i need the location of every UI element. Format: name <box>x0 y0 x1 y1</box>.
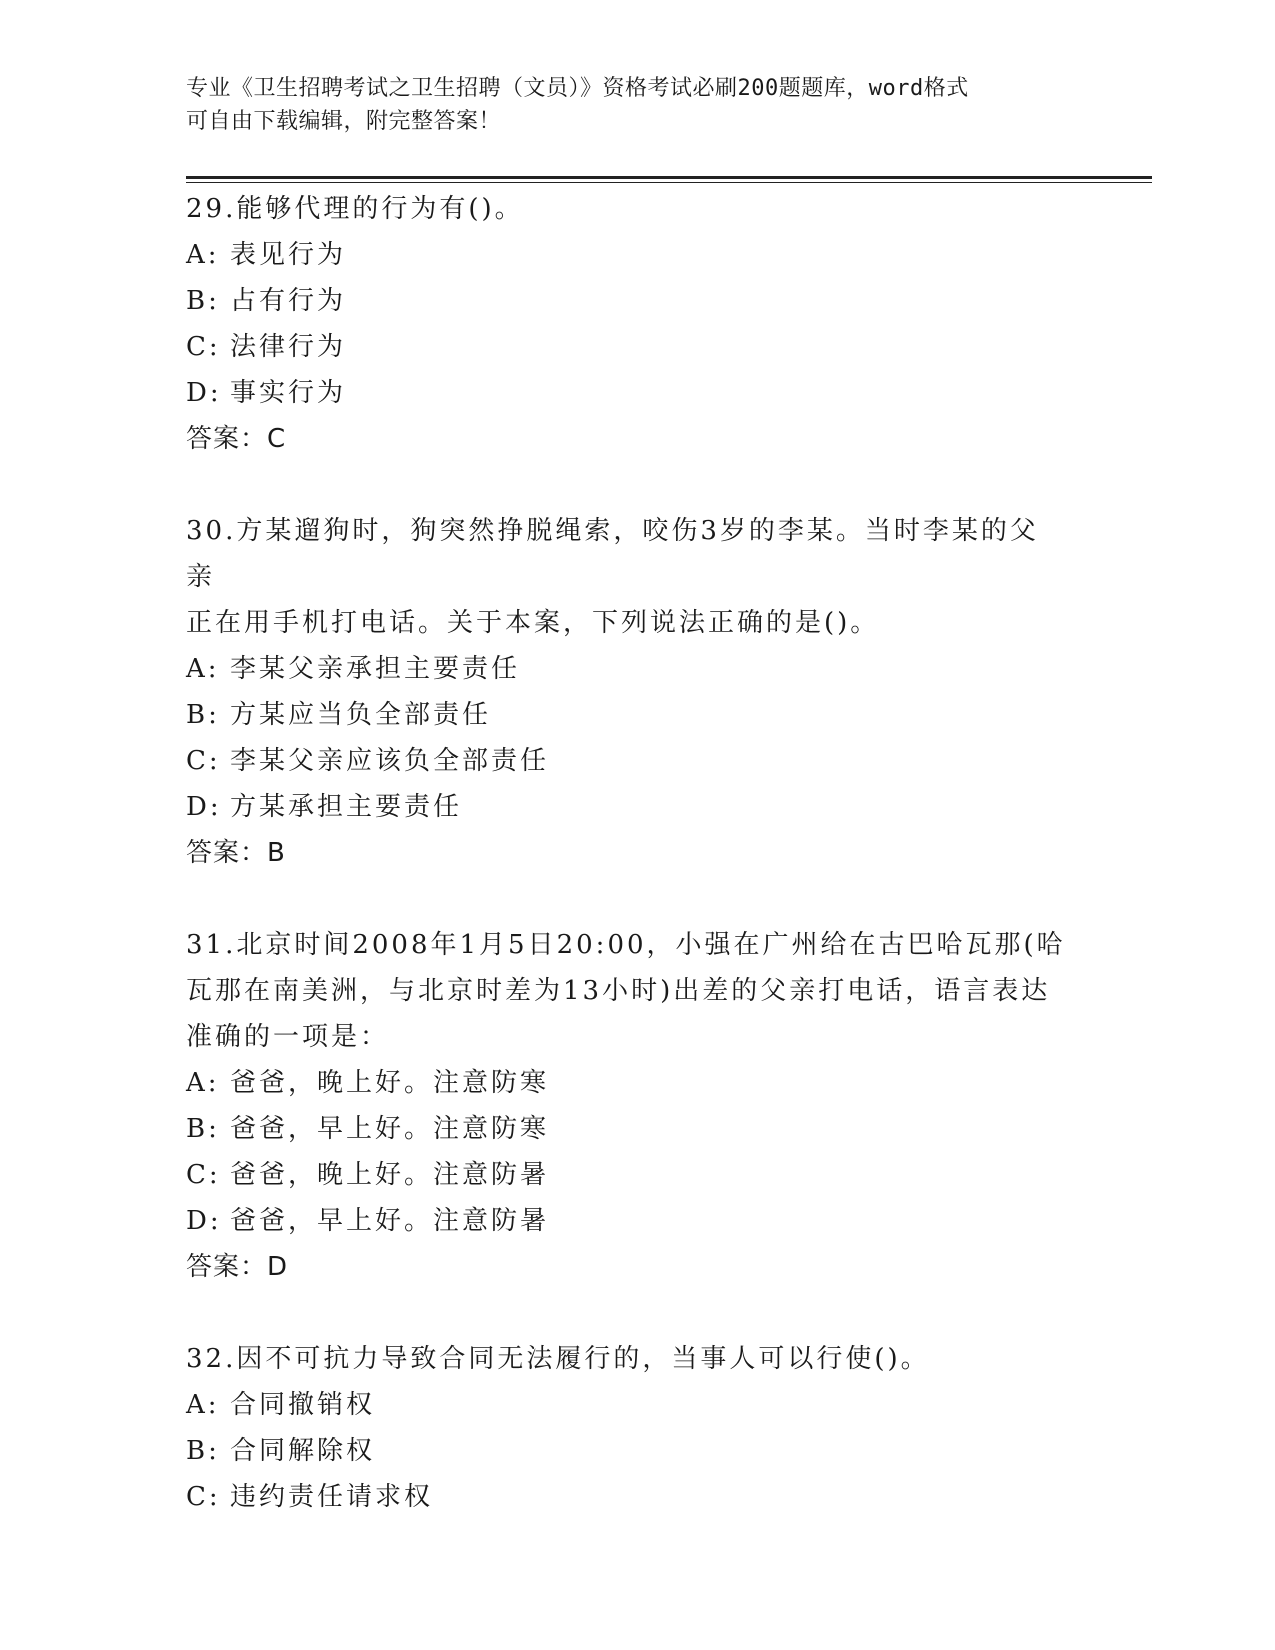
question-list <box>186 186 1066 1520</box>
option-letter: A: <box>186 240 220 270</box>
option-text: 合同解除权 <box>230 1436 376 1466</box>
option-text: 占有行为 <box>230 286 347 316</box>
option-text: 李某父亲承担主要责任 <box>230 654 521 684</box>
question-block <box>186 508 1066 876</box>
answer-option <box>186 738 1066 784</box>
option-letter: A: <box>186 1390 220 1420</box>
question-spacer <box>186 876 1066 922</box>
question-stem: 30.方某遛狗时，狗突然挣脱绳索，咬伤3岁的李某。当时李某的父亲 <box>186 516 1039 592</box>
question-block <box>186 922 1066 1290</box>
question-spacer <box>186 1290 1066 1336</box>
option-letter: C: <box>186 746 221 776</box>
option-letter: B: <box>186 1436 220 1466</box>
header-line-2: 可自由下载编辑，附完整答案！ <box>186 109 502 134</box>
answer-option <box>186 1382 1066 1428</box>
answer-option <box>186 1198 1066 1244</box>
answer-option <box>186 278 1066 324</box>
option-letter: D: <box>186 1206 222 1236</box>
document-header <box>186 72 1086 138</box>
option-letter: D: <box>186 792 222 822</box>
answer-option <box>186 1428 1066 1474</box>
option-letter: B: <box>186 700 220 730</box>
question-block <box>186 186 1066 462</box>
answer-key: 答案：B <box>186 838 286 868</box>
answer-option <box>186 646 1066 692</box>
question-stem: 29.能够代理的行为有()。 <box>186 194 524 224</box>
option-letter: B: <box>186 1114 220 1144</box>
header-line-1: 专业《卫生招聘考试之卫生招聘（文员）》资格考试必刷200题题库，word格式 <box>186 76 969 101</box>
question-stem: 正在用手机打电话。关于本案，下列说法正确的是()。 <box>186 608 880 638</box>
option-text: 违约责任请求权 <box>230 1482 434 1512</box>
option-letter: B: <box>186 286 220 316</box>
answer-key: 答案：C <box>186 424 287 454</box>
answer-option <box>186 1106 1066 1152</box>
answer-key: 答案：D <box>186 1252 289 1282</box>
answer-option <box>186 1060 1066 1106</box>
option-text: 方某应当负全部责任 <box>230 700 492 730</box>
option-text: 爸爸，早上好。注意防寒 <box>230 1114 550 1144</box>
answer-option <box>186 692 1066 738</box>
option-text: 爸爸，晚上好。注意防暑 <box>230 1160 550 1190</box>
answer-option <box>186 324 1066 370</box>
option-text: 合同撤销权 <box>230 1390 376 1420</box>
option-text: 事实行为 <box>230 378 347 408</box>
question-stem: 准确的一项是： <box>186 1022 390 1052</box>
option-text: 法律行为 <box>230 332 347 362</box>
answer-option <box>186 370 1066 416</box>
option-text: 表见行为 <box>230 240 347 270</box>
question-stem: 31.北京时间2008年1月5日20:00，小强在广州给在古巴哈瓦那(哈 <box>186 930 1066 960</box>
option-letter: D: <box>186 378 222 408</box>
option-letter: A: <box>186 654 220 684</box>
answer-option <box>186 784 1066 830</box>
option-text: 爸爸，早上好。注意防暑 <box>230 1206 550 1236</box>
option-text: 李某父亲应该负全部责任 <box>230 746 550 776</box>
option-letter: C: <box>186 1482 221 1512</box>
header-divider-thick <box>186 176 1152 179</box>
header-divider-thin <box>186 182 1152 183</box>
option-letter: C: <box>186 1160 221 1190</box>
option-text: 爸爸，晚上好。注意防寒 <box>230 1068 550 1098</box>
answer-option <box>186 1474 1066 1520</box>
answer-option <box>186 1152 1066 1198</box>
option-text: 方某承担主要责任 <box>230 792 463 822</box>
question-stem: 32.因不可抗力导致合同无法履行的，当事人可以行使()。 <box>186 1344 930 1374</box>
question-spacer <box>186 462 1066 508</box>
option-letter: C: <box>186 332 221 362</box>
option-letter: A: <box>186 1068 220 1098</box>
question-stem: 瓦那在南美洲，与北京时差为13小时)出差的父亲打电话，语言表达 <box>186 976 1051 1006</box>
question-block <box>186 1336 1066 1520</box>
answer-option <box>186 232 1066 278</box>
